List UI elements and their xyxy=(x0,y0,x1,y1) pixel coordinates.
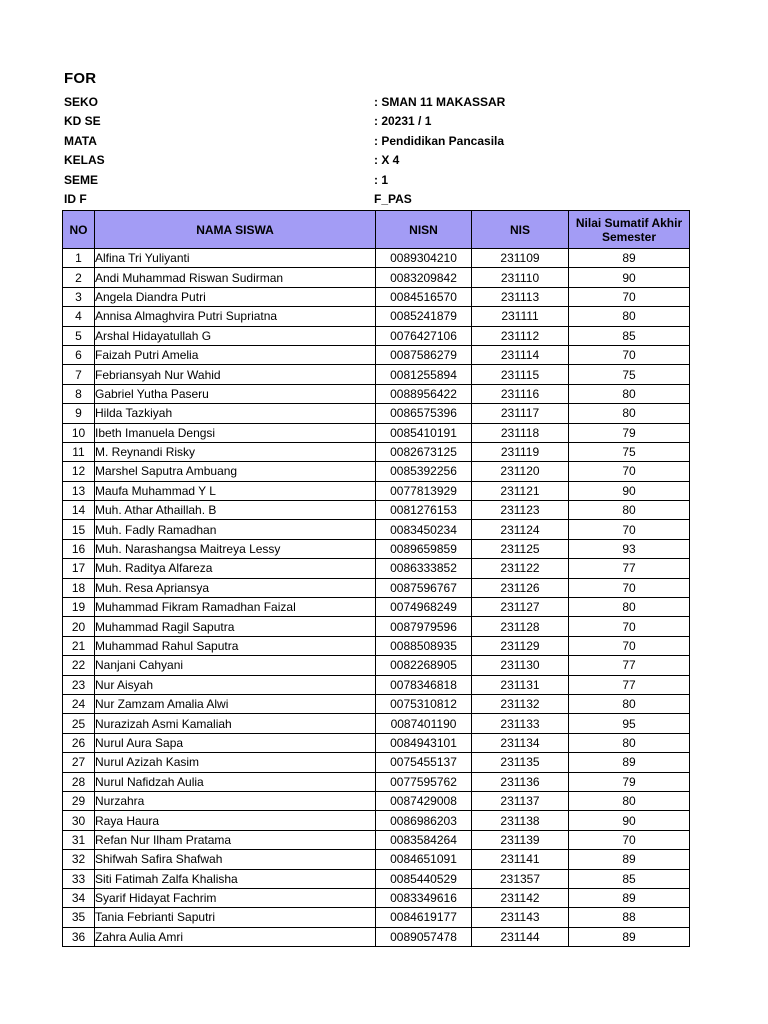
cell-nisn: 0085410191 xyxy=(376,423,472,442)
cell-no: 6 xyxy=(63,345,95,364)
table-row xyxy=(63,365,690,384)
cell-nisn: 0087979596 xyxy=(376,617,472,636)
table-row xyxy=(63,908,690,927)
meta-row-semester xyxy=(64,172,584,191)
cell-nis: 231130 xyxy=(472,656,569,675)
cell-nis: 231139 xyxy=(472,830,569,849)
cell-nilai: 75 xyxy=(569,365,690,384)
cell-no: 28 xyxy=(63,772,95,791)
table-row xyxy=(63,345,690,364)
cell-nama-siswa: Angela Diandra Putri xyxy=(95,287,376,306)
cell-nis: 231138 xyxy=(472,811,569,830)
header-no: NO xyxy=(63,211,95,249)
cell-nis: 231114 xyxy=(472,345,569,364)
cell-no: 9 xyxy=(63,404,95,423)
table-row xyxy=(63,753,690,772)
meta-value: : X 4 xyxy=(374,153,400,168)
table-row xyxy=(63,578,690,597)
cell-nis: 231137 xyxy=(472,791,569,810)
table-row xyxy=(63,249,690,268)
table-row xyxy=(63,423,690,442)
cell-nis: 231110 xyxy=(472,268,569,287)
table-row xyxy=(63,675,690,694)
cell-no: 25 xyxy=(63,714,95,733)
cell-nama-siswa: Tania Febrianti Saputri xyxy=(95,908,376,927)
meta-value: F_PAS xyxy=(374,191,412,206)
table-row xyxy=(63,442,690,461)
cell-nis: 231123 xyxy=(472,501,569,520)
cell-nisn: 0085392256 xyxy=(376,462,472,481)
cell-nilai: 89 xyxy=(569,249,690,268)
table-header-row xyxy=(63,211,690,249)
cell-nilai: 77 xyxy=(569,675,690,694)
cell-no: 1 xyxy=(63,249,95,268)
cell-nilai: 70 xyxy=(569,520,690,539)
cell-nilai: 89 xyxy=(569,753,690,772)
cell-no: 29 xyxy=(63,791,95,810)
cell-nilai: 80 xyxy=(569,501,690,520)
cell-nama-siswa: Nurazizah Asmi Kamaliah xyxy=(95,714,376,733)
cell-nama-siswa: Muh. Resa Apriansya xyxy=(95,578,376,597)
cell-nama-siswa: Maufa Muhammad Y L xyxy=(95,481,376,500)
cell-no: 11 xyxy=(63,442,95,461)
cell-nilai: 85 xyxy=(569,326,690,345)
cell-nilai: 70 xyxy=(569,578,690,597)
table-row xyxy=(63,539,690,558)
cell-nis: 231125 xyxy=(472,539,569,558)
cell-nisn: 0089304210 xyxy=(376,249,472,268)
header-nis: NIS xyxy=(472,211,569,249)
cell-no: 19 xyxy=(63,598,95,617)
cell-nis: 231124 xyxy=(472,520,569,539)
table-row xyxy=(63,462,690,481)
cell-no: 4 xyxy=(63,307,95,326)
cell-nama-siswa: Siti Fatimah Zalfa Khalisha xyxy=(95,869,376,888)
cell-nilai: 80 xyxy=(569,694,690,713)
cell-nama-siswa: Muh. Narashangsa Maitreya Lessy xyxy=(95,539,376,558)
form-title: FOR xyxy=(64,70,97,87)
cell-nisn: 0084651091 xyxy=(376,850,472,869)
cell-nis: 231126 xyxy=(472,578,569,597)
cell-nisn: 0077813929 xyxy=(376,481,472,500)
table-row xyxy=(63,830,690,849)
cell-no: 7 xyxy=(63,365,95,384)
cell-nis: 231133 xyxy=(472,714,569,733)
meta-label: KELAS xyxy=(64,153,105,168)
meta-label: SEKO xyxy=(64,95,99,109)
table-row xyxy=(63,559,690,578)
cell-nilai: 90 xyxy=(569,268,690,287)
student-grades-table xyxy=(62,210,690,947)
cell-nis: 231143 xyxy=(472,908,569,927)
cell-nilai: 77 xyxy=(569,559,690,578)
cell-nama-siswa: Faizah Putri Amelia xyxy=(95,345,376,364)
cell-nilai: 70 xyxy=(569,287,690,306)
cell-nisn: 0083209842 xyxy=(376,268,472,287)
table-row xyxy=(63,733,690,752)
table-body xyxy=(63,249,690,947)
cell-nis: 231118 xyxy=(472,423,569,442)
cell-nama-siswa: Zahra Aulia Amri xyxy=(95,927,376,946)
cell-nis: 231127 xyxy=(472,598,569,617)
cell-nisn: 0087586279 xyxy=(376,345,472,364)
meta-value: : SMAN 11 MAKASSAR xyxy=(374,95,506,109)
form-meta xyxy=(64,94,584,210)
cell-nilai: 95 xyxy=(569,714,690,733)
cell-nilai: 88 xyxy=(569,908,690,927)
table-row xyxy=(63,927,690,946)
cell-nis: 231117 xyxy=(472,404,569,423)
cell-nama-siswa: Syarif Hidayat Fachrim xyxy=(95,888,376,907)
cell-no: 32 xyxy=(63,850,95,869)
cell-nama-siswa: Annisa Almaghvira Putri Supriatna xyxy=(95,307,376,326)
meta-value: : Pendidikan Pancasila xyxy=(374,133,505,148)
cell-no: 31 xyxy=(63,830,95,849)
table-row xyxy=(63,694,690,713)
cell-nis: 231144 xyxy=(472,927,569,946)
cell-nis: 231112 xyxy=(472,326,569,345)
cell-nilai: 90 xyxy=(569,481,690,500)
table-row xyxy=(63,307,690,326)
cell-no: 17 xyxy=(63,559,95,578)
cell-no: 36 xyxy=(63,927,95,946)
cell-nilai: 85 xyxy=(569,869,690,888)
cell-nilai: 80 xyxy=(569,598,690,617)
cell-nis: 231136 xyxy=(472,772,569,791)
cell-nisn: 0074968249 xyxy=(376,598,472,617)
cell-nis: 231129 xyxy=(472,636,569,655)
cell-nisn: 0086333852 xyxy=(376,559,472,578)
cell-no: 2 xyxy=(63,268,95,287)
meta-row-kd xyxy=(64,113,584,132)
cell-nama-siswa: Gabriel Yutha Paseru xyxy=(95,384,376,403)
cell-nis: 231113 xyxy=(472,287,569,306)
cell-no: 8 xyxy=(63,384,95,403)
table-row xyxy=(63,714,690,733)
meta-label: SEME xyxy=(64,172,99,187)
cell-nama-siswa: Nurul Azizah Kasim xyxy=(95,753,376,772)
cell-nis: 231135 xyxy=(472,753,569,772)
cell-nisn: 0083450234 xyxy=(376,520,472,539)
meta-label: ID F xyxy=(64,191,87,206)
cell-nama-siswa: Muhammad Ragil Saputra xyxy=(95,617,376,636)
cell-nisn: 0078346818 xyxy=(376,675,472,694)
table-row xyxy=(63,888,690,907)
cell-no: 33 xyxy=(63,869,95,888)
cell-no: 3 xyxy=(63,287,95,306)
cell-nisn: 0086986203 xyxy=(376,811,472,830)
cell-nama-siswa: M. Reynandi Risky xyxy=(95,442,376,461)
cell-nilai: 80 xyxy=(569,733,690,752)
cell-no: 21 xyxy=(63,636,95,655)
cell-nis: 231120 xyxy=(472,462,569,481)
table-row xyxy=(63,268,690,287)
meta-value: : 1 xyxy=(374,172,389,187)
cell-nilai: 70 xyxy=(569,345,690,364)
cell-nama-siswa: Muh. Raditya Alfareza xyxy=(95,559,376,578)
table-row xyxy=(63,384,690,403)
cell-nis: 231109 xyxy=(472,249,569,268)
cell-nis: 231134 xyxy=(472,733,569,752)
cell-nama-siswa: Muhammad Fikram Ramadhan Faizal xyxy=(95,598,376,617)
cell-nis: 231131 xyxy=(472,675,569,694)
table-row xyxy=(63,326,690,345)
cell-nama-siswa: Shifwah Safira Shafwah xyxy=(95,850,376,869)
cell-nis: 231119 xyxy=(472,442,569,461)
cell-nis: 231132 xyxy=(472,694,569,713)
header-nilai: Nilai Sumatif Akhir Semester xyxy=(569,211,690,249)
cell-nisn: 0085440529 xyxy=(376,869,472,888)
cell-nilai: 89 xyxy=(569,888,690,907)
cell-no: 23 xyxy=(63,675,95,694)
meta-value: : 20231 / 1 xyxy=(374,114,432,129)
header-nama-siswa: NAMA SISWA xyxy=(95,211,376,249)
cell-no: 14 xyxy=(63,501,95,520)
table-row xyxy=(63,772,690,791)
cell-no: 15 xyxy=(63,520,95,539)
cell-nama-siswa: Muh. Athar Athaillah. B xyxy=(95,501,376,520)
table-row xyxy=(63,636,690,655)
cell-nama-siswa: Nur Zamzam Amalia Alwi xyxy=(95,694,376,713)
cell-nama-siswa: Nurul Nafidzah Aulia xyxy=(95,772,376,791)
cell-nilai: 90 xyxy=(569,811,690,830)
cell-nis: 231121 xyxy=(472,481,569,500)
cell-nilai: 80 xyxy=(569,384,690,403)
cell-nisn: 0083349616 xyxy=(376,888,472,907)
cell-no: 12 xyxy=(63,462,95,481)
cell-nisn: 0089659859 xyxy=(376,539,472,558)
table-row xyxy=(63,501,690,520)
cell-nisn: 0082673125 xyxy=(376,442,472,461)
cell-nisn: 0083584264 xyxy=(376,830,472,849)
cell-no: 18 xyxy=(63,578,95,597)
table-row xyxy=(63,404,690,423)
cell-nisn: 0087429008 xyxy=(376,791,472,810)
cell-nilai: 93 xyxy=(569,539,690,558)
cell-nis: 231128 xyxy=(472,617,569,636)
cell-nama-siswa: Marshel Saputra Ambuang xyxy=(95,462,376,481)
table-row xyxy=(63,520,690,539)
cell-nama-siswa: Ibeth Imanuela Dengsi xyxy=(95,423,376,442)
cell-nama-siswa: Muhammad Rahul Saputra xyxy=(95,636,376,655)
cell-nisn: 0084516570 xyxy=(376,287,472,306)
table-row xyxy=(63,481,690,500)
cell-nama-siswa: Hilda Tazkiyah xyxy=(95,404,376,423)
cell-nilai: 80 xyxy=(569,404,690,423)
cell-no: 22 xyxy=(63,656,95,675)
cell-nama-siswa: Nanjani Cahyani xyxy=(95,656,376,675)
cell-nama-siswa: Nurzahra xyxy=(95,791,376,810)
cell-no: 13 xyxy=(63,481,95,500)
cell-nilai: 70 xyxy=(569,636,690,655)
cell-nisn: 0087596767 xyxy=(376,578,472,597)
cell-nama-siswa: Muh. Fadly Ramadhan xyxy=(95,520,376,539)
cell-nilai: 77 xyxy=(569,656,690,675)
meta-label: MATA xyxy=(64,133,97,148)
cell-nama-siswa: Andi Muhammad Riswan Sudirman xyxy=(95,268,376,287)
cell-nis: 231111 xyxy=(472,307,569,326)
cell-nilai: 70 xyxy=(569,830,690,849)
table-row xyxy=(63,850,690,869)
cell-nisn: 0075310812 xyxy=(376,694,472,713)
cell-nilai: 89 xyxy=(569,850,690,869)
cell-no: 5 xyxy=(63,326,95,345)
cell-nilai: 70 xyxy=(569,617,690,636)
table-row xyxy=(63,656,690,675)
cell-nama-siswa: Nurul Aura Sapa xyxy=(95,733,376,752)
cell-nisn: 0081255894 xyxy=(376,365,472,384)
cell-nama-siswa: Alfina Tri Yuliyanti xyxy=(95,249,376,268)
cell-nama-siswa: Arshal Hidayatullah G xyxy=(95,326,376,345)
cell-nisn: 0088508935 xyxy=(376,636,472,655)
cell-no: 10 xyxy=(63,423,95,442)
table-row xyxy=(63,811,690,830)
cell-nisn: 0081276153 xyxy=(376,501,472,520)
cell-no: 34 xyxy=(63,888,95,907)
cell-nilai: 70 xyxy=(569,462,690,481)
cell-no: 26 xyxy=(63,733,95,752)
cell-no: 24 xyxy=(63,694,95,713)
cell-nilai: 79 xyxy=(569,772,690,791)
table-row xyxy=(63,598,690,617)
cell-nis: 231122 xyxy=(472,559,569,578)
cell-no: 30 xyxy=(63,811,95,830)
table-row xyxy=(63,617,690,636)
cell-nis: 231115 xyxy=(472,365,569,384)
cell-nilai: 80 xyxy=(569,307,690,326)
cell-nisn: 0077595762 xyxy=(376,772,472,791)
cell-nis: 231141 xyxy=(472,850,569,869)
cell-nis: 231142 xyxy=(472,888,569,907)
cell-no: 20 xyxy=(63,617,95,636)
cell-nis: 231357 xyxy=(472,869,569,888)
cell-nilai: 79 xyxy=(569,423,690,442)
cell-nisn: 0076427106 xyxy=(376,326,472,345)
table-row xyxy=(63,287,690,306)
cell-nama-siswa: Refan Nur Ilham Pratama xyxy=(95,830,376,849)
cell-nisn: 0089057478 xyxy=(376,927,472,946)
meta-row-school xyxy=(64,94,584,113)
meta-row-subject xyxy=(64,133,584,152)
cell-nis: 231116 xyxy=(472,384,569,403)
cell-nisn: 0075455137 xyxy=(376,753,472,772)
table-row xyxy=(63,791,690,810)
cell-nisn: 0087401190 xyxy=(376,714,472,733)
header-nisn: NISN xyxy=(376,211,472,249)
cell-no: 35 xyxy=(63,908,95,927)
meta-row-class xyxy=(64,152,584,171)
cell-no: 16 xyxy=(63,539,95,558)
cell-nama-siswa: Nur Aisyah xyxy=(95,675,376,694)
cell-nilai: 89 xyxy=(569,927,690,946)
cell-nama-siswa: Febriansyah Nur Wahid xyxy=(95,365,376,384)
table-row xyxy=(63,869,690,888)
cell-nisn: 0082268905 xyxy=(376,656,472,675)
meta-label: KD SE xyxy=(64,114,101,129)
cell-nilai: 75 xyxy=(569,442,690,461)
cell-no: 27 xyxy=(63,753,95,772)
cell-nisn: 0086575396 xyxy=(376,404,472,423)
cell-nisn: 0088956422 xyxy=(376,384,472,403)
cell-nisn: 0084943101 xyxy=(376,733,472,752)
cell-nisn: 0085241879 xyxy=(376,307,472,326)
cell-nilai: 80 xyxy=(569,791,690,810)
cell-nama-siswa: Raya Haura xyxy=(95,811,376,830)
cell-nisn: 0084619177 xyxy=(376,908,472,927)
meta-row-id xyxy=(64,191,584,210)
